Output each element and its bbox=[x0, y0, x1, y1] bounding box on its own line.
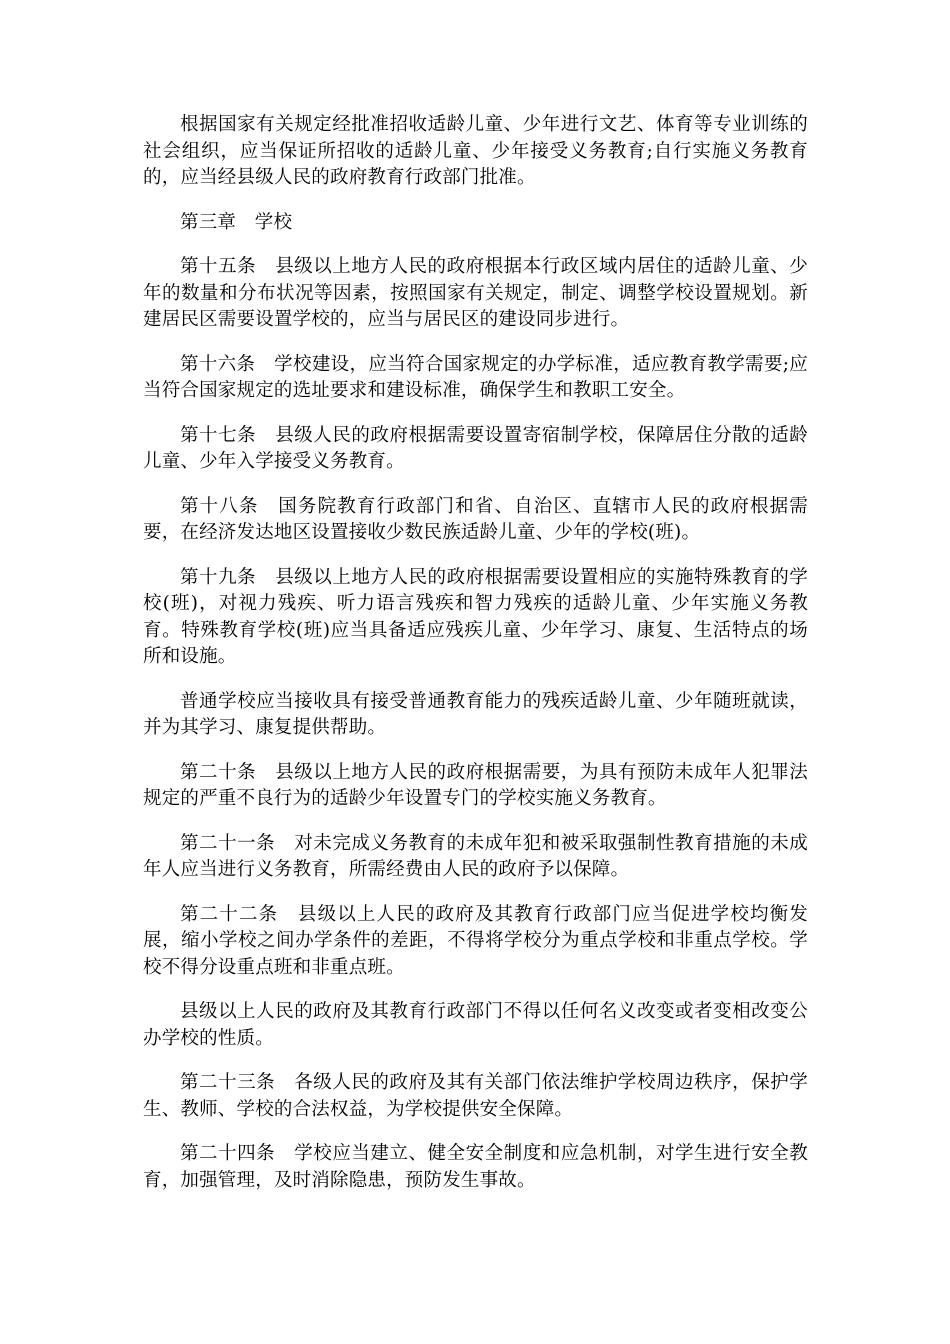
article-20: 第二十条 县级以上地方人民的政府根据需要，为具有预防未成年人犯罪法规定的严重不良行为的适龄少年设置专门的学校实施义务教育。 bbox=[143, 761, 808, 809]
article-15: 第十五条 县级以上地方人民的政府根据本行政区域内居住的适龄儿童、少年的数量和分布状况等因素，按照国家有关规定，制定、调整学校设置规划。新建居民区需要设置学校的，应当与居民区的建设同步进行。 bbox=[143, 256, 808, 330]
paragraph-intro: 根据国家有关规定经批准招收适龄儿童、少年进行文艺、体育等专业训练的社会组织，应当保证所招收的适龄儿童、少年接受义务教育;自行实施义务教育的，应当经县级人民的政府教育行政部门批准。 bbox=[143, 114, 808, 188]
article-24: 第二十四条 学校应当建立、健全安全制度和应急机制，对学生进行安全教育，加强管理，及时消除隐患，预防发生事故。 bbox=[143, 1143, 808, 1191]
article-22: 第二十二条 县级以上人民的政府及其教育行政部门应当促进学校均衡发展，缩小学校之间办学条件的差距，不得将学校分为重点学校和非重点学校。学校不得分设重点班和非重点班。 bbox=[143, 903, 808, 978]
article-19: 第十九条 县级以上地方人民的政府根据需要设置相应的实施特殊教育的学校(班)，对视力残疾、听力语言残疾和智力残疾的适龄儿童、少年实施义务教育。特殊教育学校(班)应当具备适应残疾儿童、少年学习、康复、生活特点的场所和设施。 bbox=[143, 566, 808, 667]
chapter-heading: 第三章 学校 bbox=[180, 211, 293, 233]
article-17: 第十七条 县级人民的政府根据需要设置寄宿制学校，保障居住分散的适龄儿童、少年入学接受义务教育。 bbox=[143, 424, 808, 472]
document-body bbox=[143, 112, 808, 1212]
article-16: 第十六条 学校建设，应当符合国家规定的办学标准，适应教育教学需要;应当符合国家规定的选址要求和建设标准，确保学生和教职工安全。 bbox=[143, 353, 808, 401]
article-21: 第二十一条 对未完成义务教育的未成年犯和被采取强制性教育措施的未成年人应当进行义务教育，所需经费由人民的政府予以保障。 bbox=[143, 832, 808, 880]
article-22-clause-2: 县级以上人民的政府及其教育行政部门不得以任何名义改变或者变相改变公办学校的性质。 bbox=[143, 1001, 808, 1049]
article-23: 第二十三条 各级人民的政府及其有关部门依法维护学校周边秩序，保护学生、教师、学校的合法权益，为学校提供安全保障。 bbox=[143, 1072, 808, 1120]
article-18: 第十八条 国务院教育行政部门和省、自治区、直辖市人民的政府根据需要，在经济发达地区设置接收少数民族适龄儿童、少年的学校(班)。 bbox=[143, 495, 808, 543]
article-19-clause-2: 普通学校应当接收具有接受普通教育能力的残疾适龄儿童、少年随班就读，并为其学习、康复提供帮助。 bbox=[143, 690, 808, 738]
